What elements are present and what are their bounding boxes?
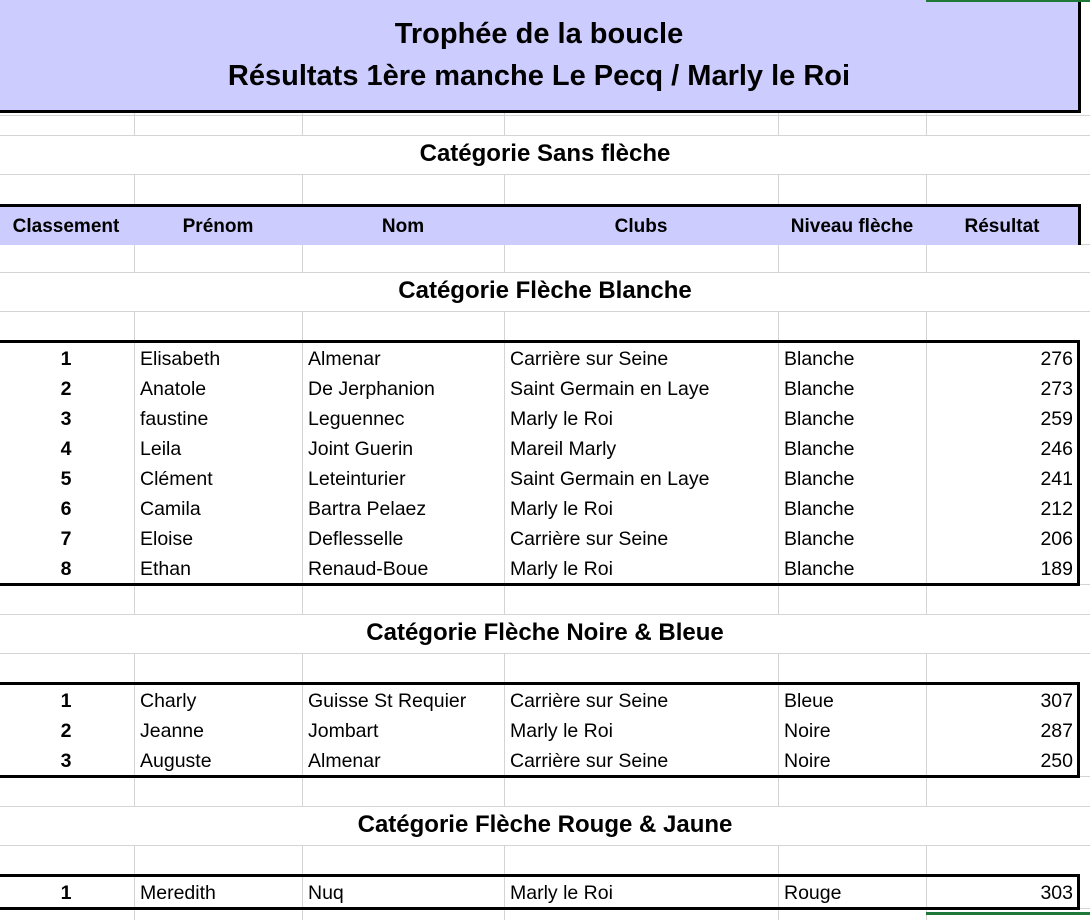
table-row[interactable] [0,373,1077,403]
level-cell[interactable]: Blanche [784,468,855,490]
first-name-cell[interactable]: Meredith [140,882,216,904]
results-table-blanche [0,340,1080,586]
rank-cell[interactable]: 8 [60,558,72,580]
cell-selection-indicator-top [926,0,1090,2]
level-cell[interactable]: Blanche [784,408,855,430]
results-table-rouge-jaune [0,874,1080,910]
table-row[interactable] [0,463,1077,493]
rank-cell[interactable]: 5 [60,468,72,490]
first-name-cell[interactable]: Jeanne [140,720,204,742]
first-name-cell[interactable]: Clément [140,468,213,490]
table-row[interactable] [0,745,1077,775]
rank-cell[interactable]: 1 [60,882,72,904]
first-name-cell[interactable]: Camila [140,498,201,520]
club-cell[interactable]: Saint Germain en Laye [510,468,710,490]
club-cell[interactable]: Marly le Roi [510,408,613,430]
last-name-cell[interactable]: Joint Guerin [308,438,414,460]
rank-cell[interactable]: 1 [60,690,72,712]
last-name-cell[interactable]: Leguennec [308,408,405,430]
score-cell[interactable]: 276 [1040,348,1073,370]
table-row[interactable] [0,403,1077,433]
first-name-cell[interactable]: Auguste [140,750,212,772]
club-cell[interactable]: Marly le Roi [510,498,613,520]
first-name-cell[interactable]: faustine [140,408,209,430]
level-cell[interactable]: Blanche [784,528,855,550]
level-cell[interactable]: Blanche [784,558,855,580]
club-cell[interactable]: Mareil Marly [510,438,617,460]
column-header-club[interactable]: Clubs [614,216,668,237]
column-header-rank[interactable]: Classement [12,216,120,237]
category-title-fleche-rouge-jaune: Catégorie Flèche Rouge & Jaune [357,811,733,838]
results-table-noire-bleue [0,682,1080,778]
table-row[interactable] [0,685,1077,715]
rank-cell[interactable]: 1 [60,348,72,370]
first-name-cell[interactable]: Charly [140,690,197,712]
score-cell[interactable]: 307 [1040,690,1073,712]
report-subtitle: Résultats 1ère manche Le Pecq / Marly le Roi [227,60,851,92]
rank-cell[interactable]: 3 [60,750,72,772]
column-header-row [0,204,1081,245]
category-title-sans-fleche: Catégorie Sans flèche [419,140,671,167]
level-cell[interactable]: Noire [784,720,831,742]
table-row[interactable] [0,715,1077,745]
score-cell[interactable]: 206 [1040,528,1073,550]
last-name-cell[interactable]: Jombart [308,720,379,742]
rank-cell[interactable]: 3 [60,408,72,430]
score-cell[interactable]: 241 [1040,468,1073,490]
last-name-cell[interactable]: Renaud-Boue [308,558,429,580]
club-cell[interactable]: Carrière sur Seine [510,528,669,550]
first-name-cell[interactable]: Leila [140,438,182,460]
table-row[interactable] [0,343,1077,373]
level-cell[interactable]: Blanche [784,348,855,370]
rank-cell[interactable]: 6 [60,498,72,520]
rank-cell[interactable]: 4 [60,438,72,460]
first-name-cell[interactable]: Anatole [140,378,207,400]
score-cell[interactable]: 303 [1040,882,1073,904]
last-name-cell[interactable]: De Jerphanion [308,378,435,400]
level-cell[interactable]: Blanche [784,498,855,520]
score-cell[interactable]: 250 [1040,750,1073,772]
column-header-last-name[interactable]: Nom [381,216,425,237]
category-title-fleche-blanche: Catégorie Flèche Blanche [398,277,692,304]
club-cell[interactable]: Marly le Roi [510,720,613,742]
level-cell[interactable]: Rouge [784,882,842,904]
last-name-cell[interactable]: Bartra Pelaez [308,498,427,520]
score-cell[interactable]: 273 [1040,378,1073,400]
club-cell[interactable]: Carrière sur Seine [510,690,669,712]
last-name-cell[interactable]: Leteinturier [308,468,406,490]
last-name-cell[interactable]: Almenar [308,750,381,772]
level-cell[interactable]: Noire [784,750,831,772]
column-header-score[interactable]: Résultat [964,216,1040,237]
first-name-cell[interactable]: Elisabeth [140,348,221,370]
score-cell[interactable]: 212 [1040,498,1073,520]
level-cell[interactable]: Bleue [784,690,834,712]
report-header [0,0,1081,113]
first-name-cell[interactable]: Ethan [140,558,191,580]
score-cell[interactable]: 246 [1040,438,1073,460]
level-cell[interactable]: Blanche [784,438,855,460]
score-cell[interactable]: 287 [1040,720,1073,742]
last-name-cell[interactable]: Guisse St Requier [308,690,467,712]
score-cell[interactable]: 189 [1040,558,1073,580]
column-header-first-name[interactable]: Prénom [182,216,254,237]
level-cell[interactable]: Blanche [784,378,855,400]
score-cell[interactable]: 259 [1040,408,1073,430]
rank-cell[interactable]: 7 [60,528,72,550]
club-cell[interactable]: Carrière sur Seine [510,750,669,772]
club-cell[interactable]: Marly le Roi [510,882,613,904]
club-cell[interactable]: Marly le Roi [510,558,613,580]
table-row[interactable] [0,877,1077,907]
table-row[interactable] [0,523,1077,553]
report-title: Trophée de la boucle [394,18,684,50]
first-name-cell[interactable]: Eloise [140,528,194,550]
table-row[interactable] [0,493,1077,523]
table-row[interactable] [0,433,1077,463]
table-row[interactable] [0,553,1077,583]
club-cell[interactable]: Carrière sur Seine [510,348,669,370]
club-cell[interactable]: Saint Germain en Laye [510,378,710,400]
last-name-cell[interactable]: Almenar [308,348,381,370]
column-header-level[interactable]: Niveau flèche [790,216,914,237]
last-name-cell[interactable]: Deflesselle [308,528,404,550]
last-name-cell[interactable]: Nuq [308,882,344,904]
rank-cell[interactable]: 2 [60,378,72,400]
cell-selection-indicator-bottom [926,912,1090,915]
rank-cell[interactable]: 2 [60,720,72,742]
category-title-fleche-noire-bleue: Catégorie Flèche Noire & Bleue [366,619,724,646]
